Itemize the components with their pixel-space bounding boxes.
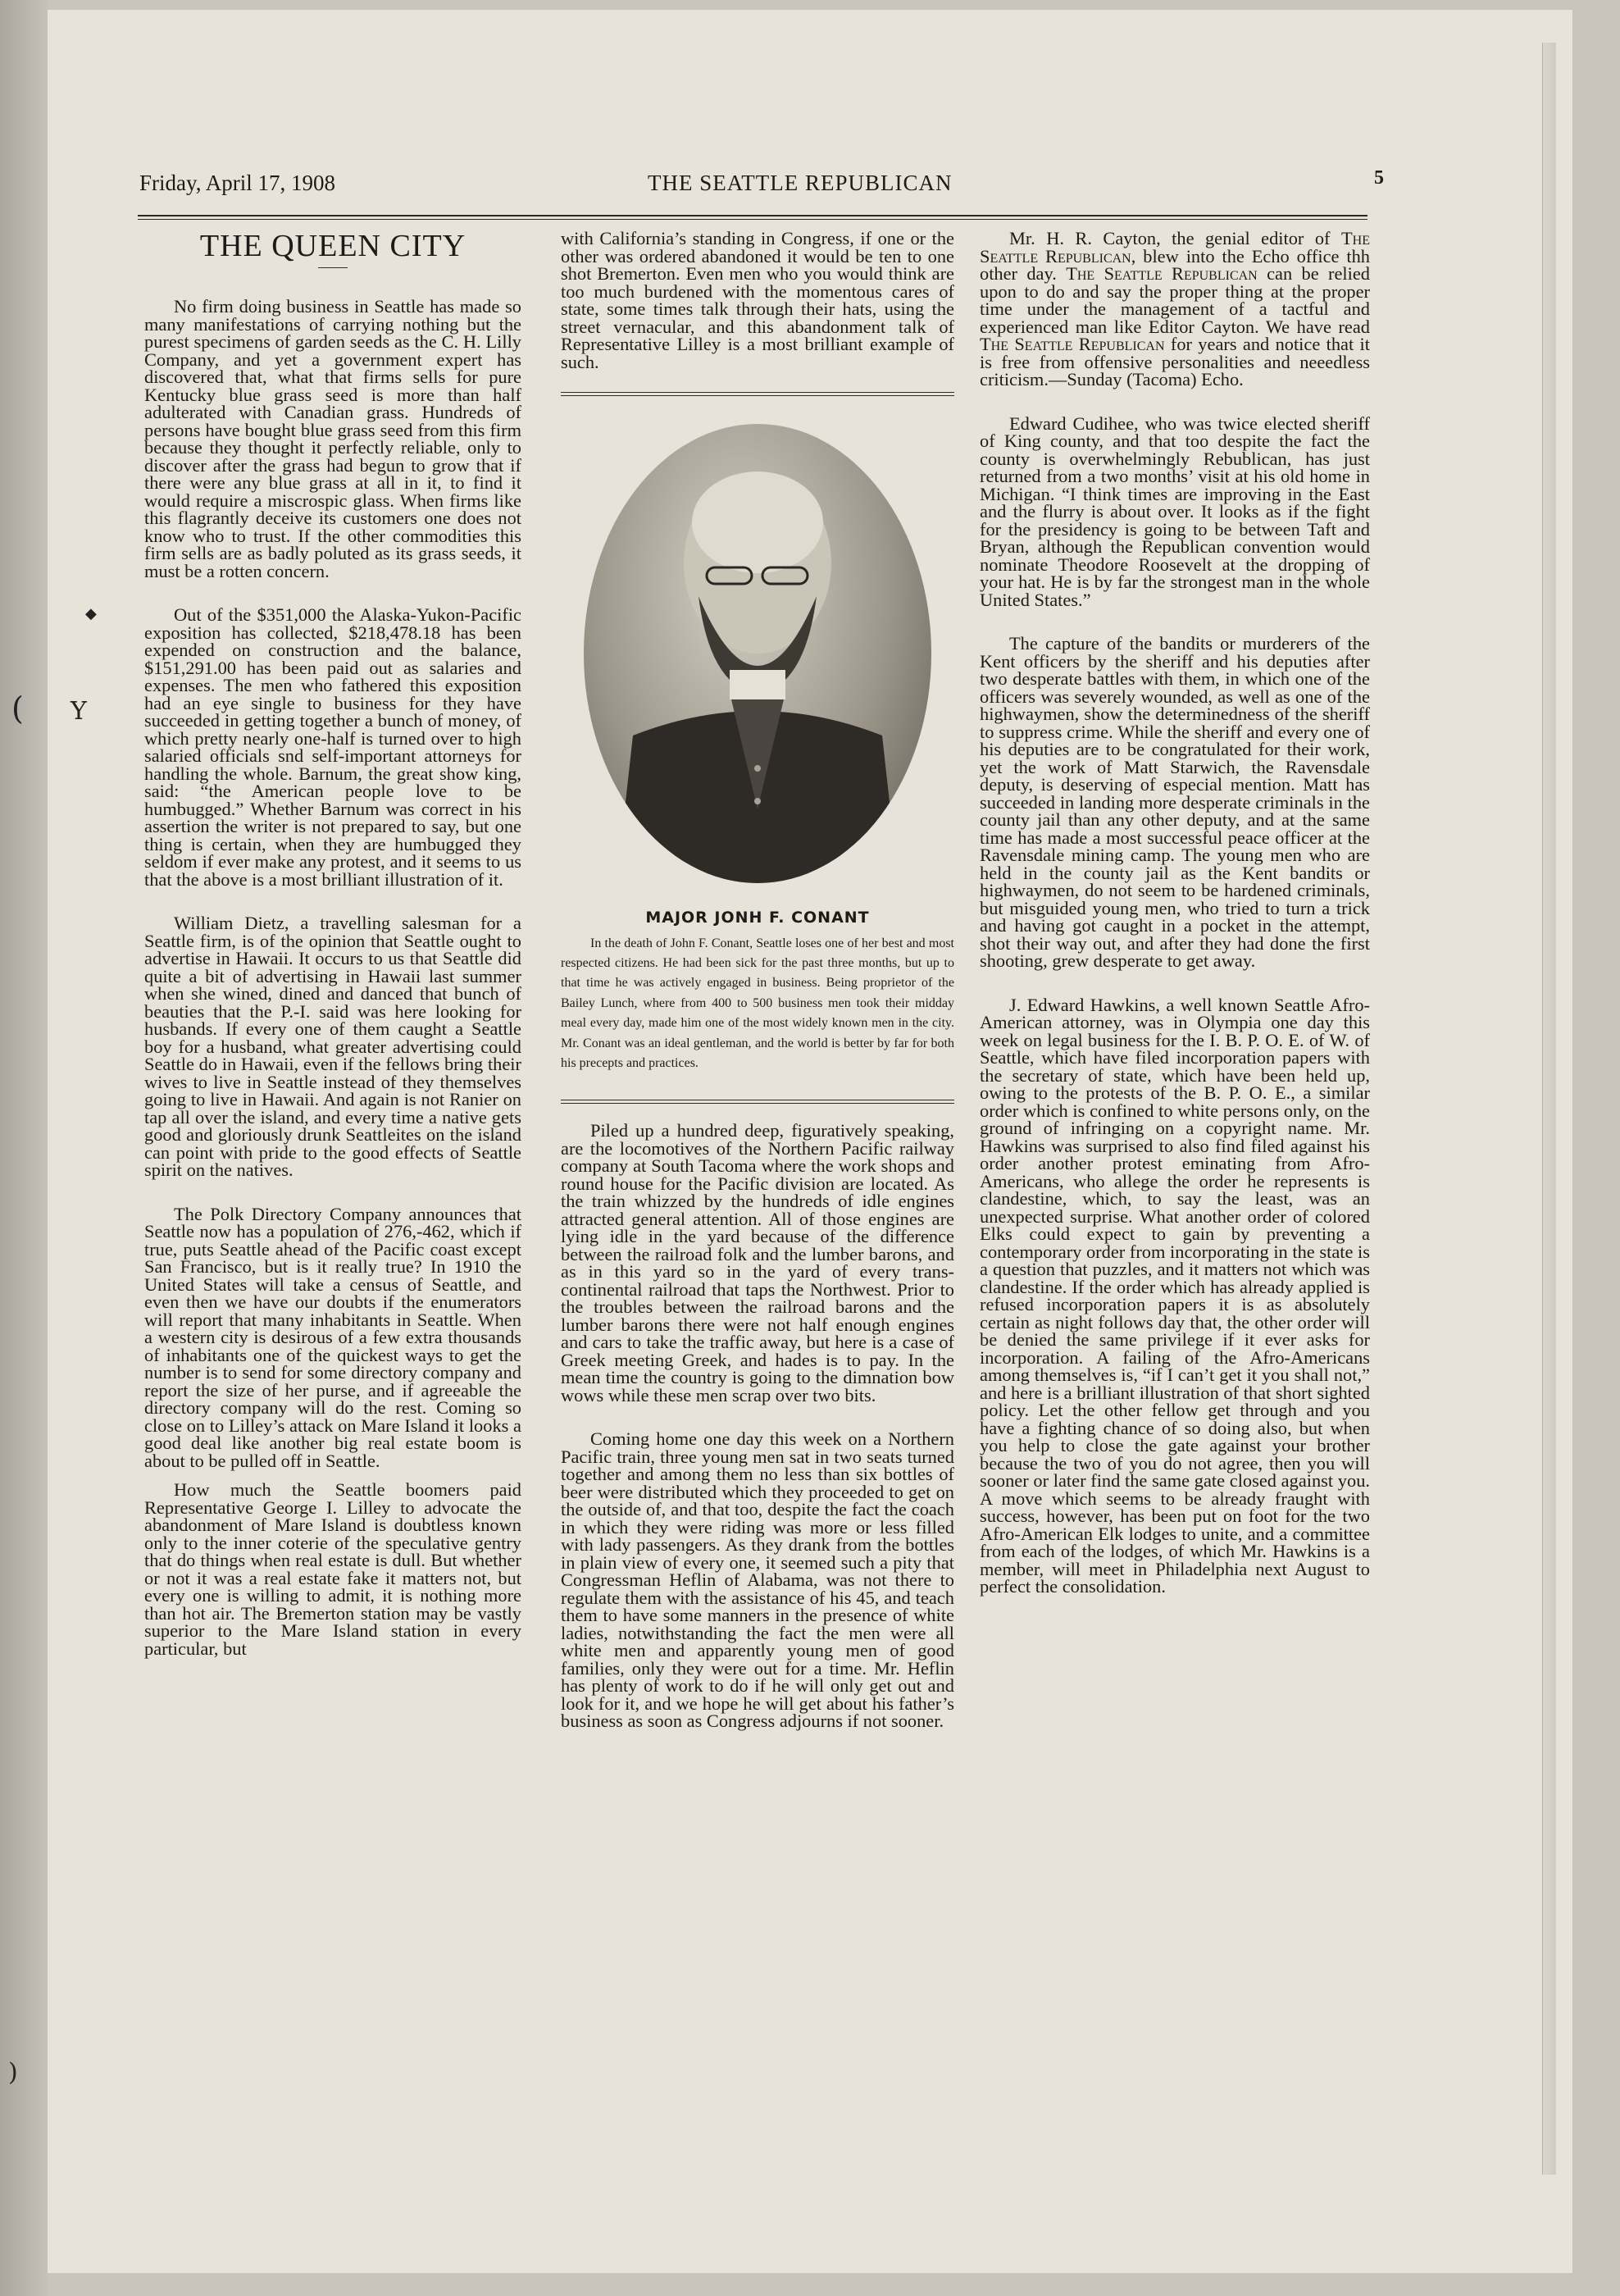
column-separator	[561, 1100, 954, 1104]
article-paragraph: with California’s standing in Congress, if one or the other was ordered abandoned it would be ten to one shot Bremerton. Even men who you would think are too much burdened with the momentous cares of state, some times talk through their hats, using the street vernacular, and this abandonment talk of Representative Lilley is a most brilliant example of such.	[561, 228, 954, 372]
portrait-illustration	[584, 424, 931, 883]
text-run: for years and notice that it is free from offensive personalities and neeedless criticism.—Sunday (Tacoma) Echo.	[980, 334, 1370, 390]
caption-text: In the death of John F. Conant, Seattle loses one of her best and most respected citizens. He had been sick for the past three months, but up to that time he was actively engaged in business. Being proprietor of the Bailey Lunch, where from 400 to 500 business men took their midday meal every day, made him one of the most widely known men in the city. Mr. Conant was an ideal gentleman, and the world is better by far for both his precepts and practices.	[561, 936, 954, 1070]
newspaper-name: The Seattle Republican	[1066, 263, 1258, 284]
article-paragraph: J. Edward Hawkins, a well known Seattle Afro-American attorney, was in Olympia one day this week on legal business for the I. B. P. O. E. of W. of Seattle, which have filed incorporation papers with the secretary of state, which have been held up, owing to the protests of the B. P. O. E., a similar order which is confined to white persons only, on the ground of infringing on a copyright name. Mr. Hawkins was surprised to also find filed against his order another protest eminating from Afro-Americans, who allege the order he represents is clandestine, which, to say the least, was an unexpected surprise. What another order of colored Elks could expect to gain by preventing a contemporary order from incorporating in the state is a question that puzzles, and it matters not which was clandestine. If the order which has already applied is refused incorporation papers it is as absolutely certain as night follows day that, the other order will be denied the same privilege if it ever asks for incorporation. A failing of the Afro-Americans among themselves is, “if I can’t get it you shall not,” and here is a brilliant illustration of that short sighted policy. Let the other fellow get through and you have a fighting chance of so doing also, but when you help to close the gate against your brother because the two of you do not agree, then you will sooner or later find the same gate closed against you. A move which seems to be already fraught with success, however, has been put on foot for the two Afro-American Elk lodges to unite, and a committee from each of the lodges, of which Mr. Hawkins is a member, will meet in Philadelphia next August to perfect the consolidation.	[980, 994, 1370, 1597]
page-number: 5	[1374, 167, 1384, 189]
article-paragraph: Piled up a hundred deep, figuratively speaking, are the locomotives of the Northern Pacific railway company at South Tacoma where the work shops and round house for the Pacific division are located. As the train whizzed by the hundreds of idle engines attracted general attention. All of those engines are lying idle in the yard because of the difference between the railroad folk and the lumber barons, and as in this yard so in the yard of every trans-continental railroad that taps the Northwest. Prior to the troubles between the railroad barons and the lumber barons there were not half enough engines and cars to take the traffic away, but here is a case of Greek meeting Greek, and hades is to pay. In the mean time the country is going to the dimnation bow wows while these men scrap over two bits.	[561, 1120, 954, 1405]
margin-mark: (	[11, 690, 24, 727]
text-run: Mr. H. R. Cayton, the genial editor of	[1009, 228, 1341, 248]
article-paragraph: Out of the $351,000 the Alaska-Yukon-Pacific exposition has collected, $218,478.18 has been expended on construction and the balance, $151,291.00 has been paid out as salaries and expenses. The men who fathered this exposition had an eye single to business for they have succeeded in getting together a bunch of money, of which pretty nearly one-half is turned over to high salaried officials snd self-important attorneys for handling the whole. Barnum, the great show king, said: “the American people love to be humbugged.” Whether Barnum was correct in his assertion the writer is not prepared to say, but one thing is certain, when they are humbugged they seldom if ever make any protest, and it seems to us that the above is a most brilliant illustration of it.	[144, 604, 521, 890]
article-paragraph: No firm doing business in Seattle has made so many manifestations of carrying nothing but the purest specimens of garden seeds as the C. H. Lilly Company, and yet a government expert has discovered that, what that firms sells for pure Kentucky blue grass seed is more than half adulterated with Canadian grass. Hundreds of persons have bought blue grass seed from this firm because they thought it perfectly reliable, only to discover after the grass had begun to grow that if there were any blue grass at all in it, to find it would require a miscrospic glass. When firms like this flagrantly deceive its customers one does not know who to trust. If the other commodities this firm sells are as badly poluted as its grass seeds, it must be a rotten concern.	[144, 296, 521, 581]
issue-date: Friday, April 17, 1908	[139, 171, 335, 195]
column-3	[980, 230, 1370, 1622]
caption-title: MAJOR JONH F. CONANT	[645, 909, 870, 927]
article-paragraph: William Dietz, a travelling salesman for a Seattle firm, is of the opinion that Seattle ought to advertise in Hawaii. It occurs to us that Seattle did quite a bit of advertising in Hawaii last summer when she wined, dined and danced that bunch of beauties that the P.-I. said was here looking for husbands. If every one of them caught a Seattle boy for a husband, what greater advertising could Seattle do in Hawaii, even if the fellows bring their wives to live in Seattle instead of they themselves going to live in Hawaii. And again is not Ranier on tap all over the island, and every time a native gets good and gloriously drunk Seattleites on the island can point with pride to the good effects of Seattle spirit on the natives.	[144, 913, 521, 1180]
margin-mark: )	[8, 2058, 18, 2087]
newspaper-name: The Seattle Republican	[980, 228, 1370, 266]
margin-mark: Y	[71, 697, 87, 726]
article-paragraph: How much the Seattle boomers paid Representative George I. Lilley to advocate the abandonment of Mare Island is doubtless known only to the inner coterie of the speculative gentry that do things when real estate is dull. But whether or not it was a real estate fake it matters not, but every one is willing to admit, it is nothing more than hot air. The Bremerton station may be vastly superior to the Mare Island station in every particular, but	[144, 1479, 521, 1659]
margin-mark: ◆	[85, 605, 97, 622]
article-paragraph: The Polk Directory Company announces that Seattle now has a population of 276,-462, which if true, puts Seattle ahead of the Pacific coast except San Francisco, but is it really true? In 1910 the United States will take a census of Seattle, and even then we have our doubts if the enumerators will report that many inhabitants in Seattle. When a western city is desirous of a few extra thousands of inhabitants one of the quickest ways to get the number is to send for some directory company and report the size of her purse, and if agreeable the directory company will do the rest. Coming so close on to Lilley’s attack on Mare Island it looks a good deal like another big real estate boom is about to be pulled off in Seattle.	[144, 1203, 521, 1471]
column-2	[561, 230, 954, 1756]
header-rule	[138, 219, 1367, 220]
newspaper-title: THE SEATTLE REPUBLICAN	[648, 171, 953, 195]
newspaper-name: The Seattle Republican	[980, 334, 1165, 354]
article-paragraph: Coming home one day this week on a Northern Pacific train, three young men sat in two seats turned together and among them no less than six bottles of beer were distributed which they proceeded to get on the outside of, and that too, despite the fact the coach in which they were riding was more or less filled with lady passengers. As they drank from the bottles in plain view of every one, it seemed such a pity that Congressman Heflin of Alabama, was not there to regulate them with the assistance of his 45, and teach them to have some manners in the presence of white ladies, notwithstanding the fact the men were all white men and apparently young men of good families, only they were out for a time. Mr. Heflin has plenty of work to do if he will only get out and look for it, and we hope he will get about his father’s business as soon as Congress adjourns if not sooner.	[561, 1428, 954, 1732]
book-binding	[0, 0, 48, 2296]
text-run: , blew into the Echo office thh other day.	[980, 245, 1371, 284]
section-headline: THE QUEEN CITY	[199, 229, 466, 263]
column-separator	[561, 392, 954, 396]
portrait-frame	[561, 417, 954, 901]
article-paragraph: The capture of the bandits or murderers of the Kent officers by the sheriff and his deputies after two desperate battles with them, in which one of the officers was severely wounded, as well as one of the highwaymen, show the determinedness of the sheriff to suppress crime. While the sheriff and every one of his deputies are to be congratulated for their work, yet the work of Matt Starwich, the Ravensdale deputy, is deserving of especial mention. Matt has succeeded in landing more desperate criminals in the county jail than any other deputy, and at the same time has made a most successful peace officer at the Ravensdale mining camp. The young men who are held in the county jail as the Kent bandits or highwaymen, do not seem to be hardened criminals, but misguided young men, who tried to turn a trick and having got caught in a pocket in the attempt, shot their way out, and after they had done the first shooting, grew desperate to get away.	[980, 633, 1370, 971]
column-1	[144, 230, 521, 1683]
text-run: can be relied upon to do and say the proper thing at the proper time under the management of a tactful and experienced man like Editor Cayton. We have read	[980, 263, 1370, 337]
article-paragraph	[980, 230, 1370, 389]
page-edge	[1542, 43, 1556, 2175]
article-paragraph: Edward Cudihee, who was twice elected sheriff of King county, and that too despite the fact the county is overwhelmingly Rebublican, has just returned from a two months’ visit at his old home in Michigan. “I think times are improving in the East and the flurry is about over. It looks as if the fight for the presidency is going to be between Taft and Bryan, although the Republican convention would nominate Theodore Roosevelt at the dropping of your hat. He is by far the strongest man in the whole United States.”	[980, 412, 1370, 610]
header-rule	[138, 215, 1367, 216]
page-header	[139, 167, 1384, 200]
headline-rule	[318, 267, 348, 268]
portrait-photo	[584, 424, 931, 883]
